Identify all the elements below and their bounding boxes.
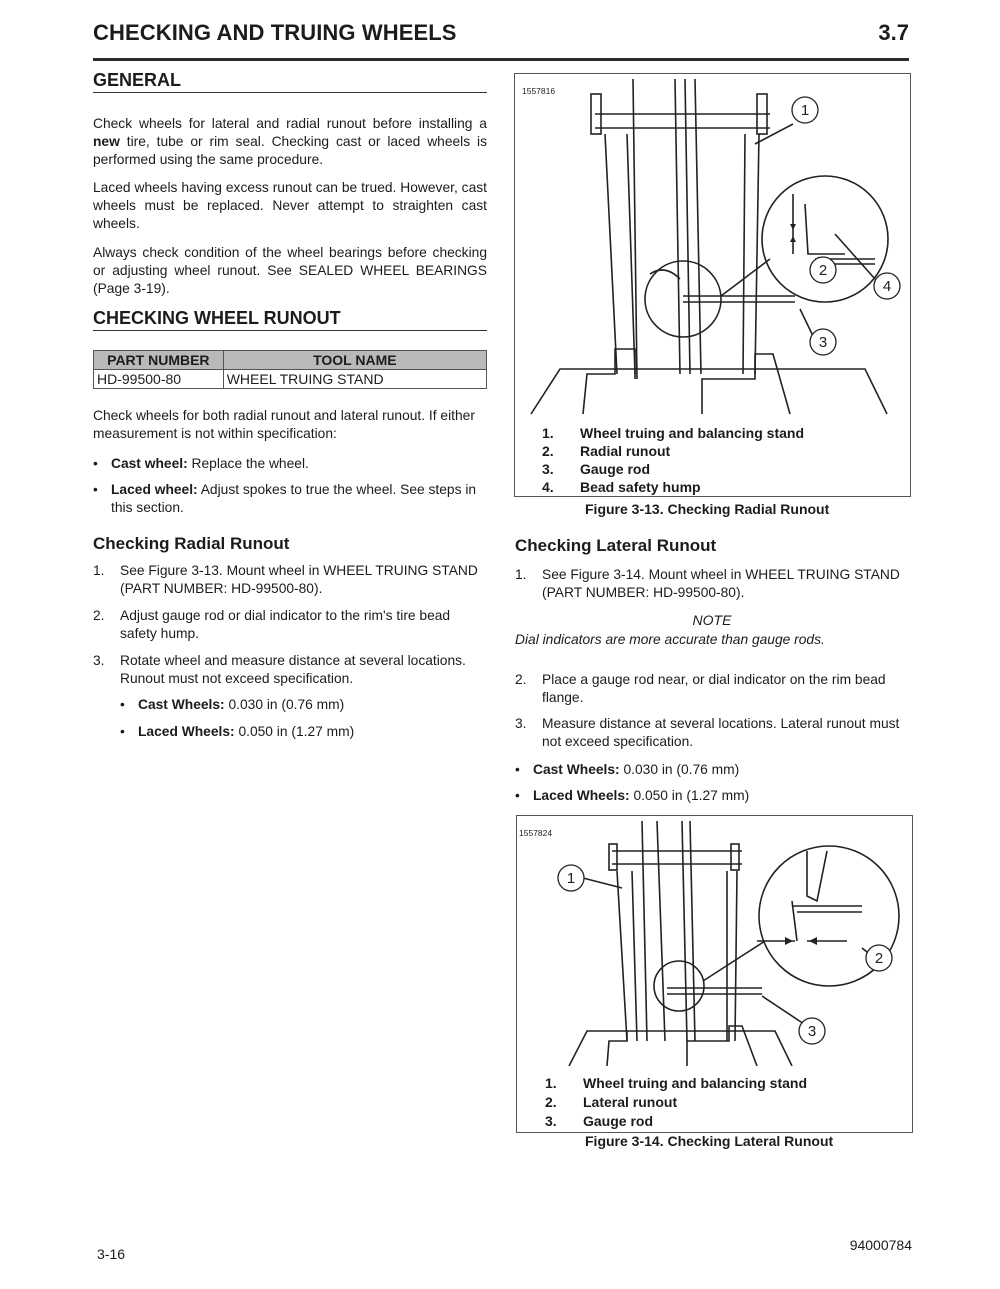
legend-number: 2. xyxy=(545,1094,557,1110)
tool-name: WHEEL TRUING STAND xyxy=(223,370,486,389)
legend-text: Radial runout xyxy=(580,443,671,459)
leader-4 xyxy=(835,234,875,279)
step-text: See Figure 3-14. Mount wheel in WHEEL TRUING STAND (PART NUMBER: HD-99500-80). xyxy=(542,567,900,600)
bullet-dot: • xyxy=(515,762,520,777)
step-number: 3. xyxy=(515,716,527,731)
step-text: Place a gauge rod near, or dial indicator on the rim bead flange. xyxy=(542,672,886,705)
general-paragraph-3: Always check condition of the wheel bearings before checking or adjusting wheel runout. See SEALED WHEEL BEARINGS (Page 3-19). xyxy=(93,245,487,296)
radial-step-1 xyxy=(93,562,487,602)
stand-upright-left xyxy=(617,871,637,1041)
step-number: 2. xyxy=(515,672,527,687)
spec-bold: Cast Wheels: xyxy=(138,697,225,712)
tool-table xyxy=(93,350,487,389)
document-number: 94000784 xyxy=(849,1237,912,1253)
step-text: Measure distance at several locations. Lateral runout must not exceed specification. xyxy=(542,716,900,749)
bullet-body: Replace the wheel. xyxy=(187,456,309,471)
stand-foot-left xyxy=(583,349,635,414)
figure-3-14 xyxy=(516,815,913,1133)
lateral-arrow-right xyxy=(785,937,793,945)
detail-connector xyxy=(721,259,770,296)
figure-13-legend xyxy=(542,424,902,498)
spec-bold: Cast Wheels: xyxy=(533,762,620,777)
axle-nut-left xyxy=(609,844,617,870)
legend-text: Gauge rod xyxy=(583,1113,654,1129)
figure-14-caption: Figure 3-14. Checking Lateral Runout xyxy=(585,1133,834,1149)
figure-13-caption: Figure 3-13. Checking Radial Runout xyxy=(585,501,830,517)
spec-text xyxy=(138,723,354,741)
callout-2-label: 2 xyxy=(874,950,884,967)
bullet-dot: • xyxy=(120,697,125,712)
detail-circle-small xyxy=(645,261,721,337)
lateral-spec-cast xyxy=(515,761,909,781)
tool-part-number: HD-99500-80 xyxy=(94,370,224,389)
radial-runout-illustration xyxy=(515,74,910,419)
legend-text: Wheel truing and balancing stand xyxy=(583,1075,808,1091)
spec-value: 0.050 in (1.27 mm) xyxy=(629,788,750,803)
axle xyxy=(595,114,770,128)
step-text: See Figure 3-13. Mount wheel in WHEEL TRUING STAND (PART NUMBER: HD-99500-80). xyxy=(120,563,478,596)
detail-rim-profile xyxy=(792,851,862,941)
callout-2-label: 2 xyxy=(818,262,828,279)
spec-text xyxy=(533,787,749,805)
radial-runout-heading: Checking Radial Runout xyxy=(93,534,290,553)
stand-foot-right xyxy=(687,1026,757,1066)
bullet-dot: • xyxy=(93,456,98,471)
stand-upright-left xyxy=(605,134,635,374)
page-number: 3-16 xyxy=(97,1246,126,1262)
lateral-runout-illustration xyxy=(517,816,912,1066)
tool-table-header-part: PART NUMBER xyxy=(94,351,224,370)
legend-number: 1. xyxy=(545,1075,557,1091)
leader-1 xyxy=(583,878,622,888)
stand-upright-right xyxy=(727,871,737,1041)
bullet-text xyxy=(111,481,487,517)
bullet-body: Adjust spokes to true the wheel. See steps in this section. xyxy=(111,482,477,515)
radial-spec-cast xyxy=(120,696,480,716)
axle-nut-right xyxy=(731,844,739,870)
figure-id: 1557816 xyxy=(522,86,556,96)
bullet-bold: Laced wheel: xyxy=(111,482,198,497)
lateral-step-3 xyxy=(515,715,909,755)
bullet-dot: • xyxy=(120,724,125,739)
checking-wheel-runout-heading: CHECKING WHEEL RUNOUT xyxy=(93,308,487,331)
radial-step-3 xyxy=(93,652,487,692)
title-rule xyxy=(93,58,909,61)
detail-connector xyxy=(703,941,765,981)
detail-rim-profile xyxy=(793,194,845,254)
radial-arrow-up xyxy=(790,236,796,242)
step-text: Rotate wheel and measure distance at several locations. Runout must not exceed specification. xyxy=(120,653,466,686)
step-number: 1. xyxy=(515,567,527,582)
bullet-dot: • xyxy=(93,482,98,497)
lateral-runout-heading: Checking Lateral Runout xyxy=(515,536,717,555)
step-number: 3. xyxy=(93,653,105,668)
figure-14-legend xyxy=(545,1074,905,1130)
lateral-step-1 xyxy=(515,566,909,606)
bullet-bold: Cast wheel: xyxy=(111,456,188,471)
page-title: CHECKING AND TRUING WHEELS xyxy=(93,20,457,45)
legend-text: Lateral runout xyxy=(583,1094,678,1110)
general-p1-bold: new xyxy=(93,134,120,149)
legend-number: 3. xyxy=(542,461,554,477)
radial-arrow-down xyxy=(790,224,796,230)
figure-3-13 xyxy=(514,73,911,497)
table-row xyxy=(94,370,487,389)
lateral-spec-laced xyxy=(515,787,909,807)
callout-3-label: 3 xyxy=(807,1023,817,1040)
legend-text: Wheel truing and balancing stand xyxy=(580,425,805,441)
legend-number: 4. xyxy=(542,479,554,495)
leader-3 xyxy=(762,996,807,1026)
step-number: 1. xyxy=(93,563,105,578)
spec-value: 0.050 in (1.27 mm) xyxy=(234,724,355,739)
spec-bold: Laced Wheels: xyxy=(533,788,630,803)
lateral-step-2 xyxy=(515,671,909,711)
callout-3-label: 3 xyxy=(818,334,828,351)
tool-table-header-tool: TOOL NAME xyxy=(223,351,486,370)
spec-text xyxy=(533,761,739,779)
legend-number: 3. xyxy=(545,1113,557,1129)
stand-upright-right xyxy=(743,134,759,374)
general-paragraph-2: Laced wheels having excess runout can be trued. However, cast wheels must be replaced. Never attempt to straighten cast wheels. xyxy=(93,180,487,231)
runout-intro: Check wheels for both radial runout and lateral runout. If either measurement is not within specification: xyxy=(93,408,475,441)
detail-circle-small xyxy=(654,961,704,1011)
bullet-laced-wheel xyxy=(93,481,487,521)
step-text: Adjust gauge rod or dial indicator to the rim's tire bead safety hump. xyxy=(120,608,451,641)
note-label: NOTE xyxy=(692,612,732,628)
spec-bold: Laced Wheels: xyxy=(138,724,235,739)
bullet-text xyxy=(111,455,309,473)
callout-4-label: 4 xyxy=(882,278,892,295)
gauge-rod xyxy=(667,988,762,994)
radial-step-2 xyxy=(93,607,487,647)
general-p1-rest: tire, tube or rim seal. Checking cast or laced wheels is performed using the same procedure. xyxy=(93,134,487,167)
leader-3 xyxy=(800,309,813,336)
legend-text: Gauge rod xyxy=(580,461,651,477)
figure-id: 1557824 xyxy=(519,828,553,838)
legend-number: 1. xyxy=(542,425,554,441)
bullet-dot: • xyxy=(515,788,520,803)
spec-value: 0.030 in (0.76 mm) xyxy=(619,762,740,777)
spec-value: 0.030 in (0.76 mm) xyxy=(224,697,345,712)
lateral-arrow-left xyxy=(809,937,817,945)
stand-foot-left xyxy=(607,1031,627,1066)
general-paragraph-1 xyxy=(93,115,487,169)
general-p1-start: Check wheels for lateral and radial runout before installing a xyxy=(93,116,487,131)
general-heading: GENERAL xyxy=(93,70,487,93)
bullet-cast-wheel xyxy=(93,455,487,475)
section-number: 3.7 xyxy=(878,20,909,45)
stand-base-outline xyxy=(569,1031,792,1066)
spec-text xyxy=(138,696,344,714)
step-number: 2. xyxy=(93,608,105,623)
radial-spec-laced xyxy=(120,723,480,743)
tool-table-header-row xyxy=(94,351,487,370)
stand-foot-right xyxy=(702,354,790,414)
legend-text: Bead safety hump xyxy=(580,479,701,495)
callout-1-label: 1 xyxy=(566,870,576,887)
callout-1-label: 1 xyxy=(800,102,810,119)
axle xyxy=(612,851,742,864)
note-text: Dial indicators are more accurate than gauge rods. xyxy=(515,632,825,647)
legend-number: 2. xyxy=(542,443,554,459)
